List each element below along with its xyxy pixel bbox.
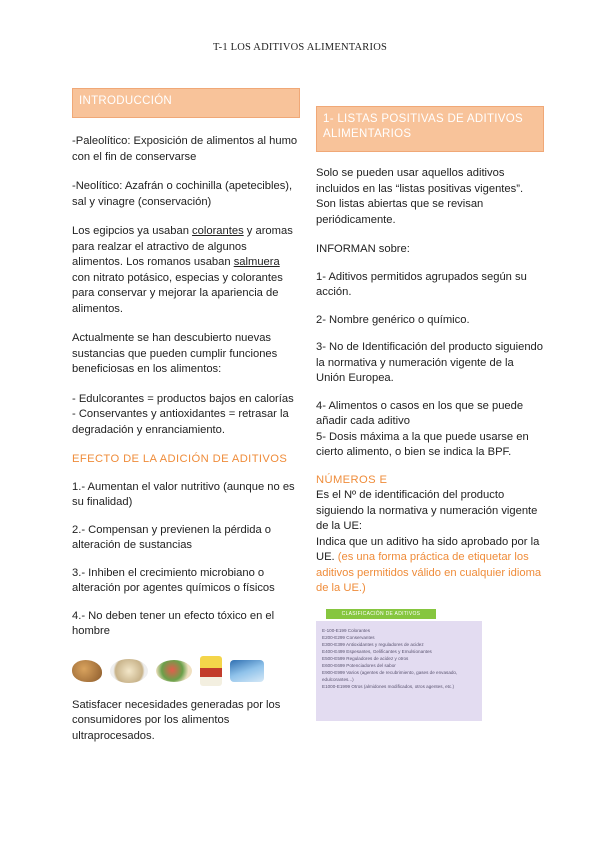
effect-1: 1.- Aumentan el valor nutritivo (aunque no es su finalidad): [72, 480, 295, 508]
right-column: [316, 106, 544, 721]
numeros-header: NÚMEROS E: [316, 473, 388, 486]
efecto-header: EFECTO DE LA ADICIÓN DE ADITIVOS: [72, 453, 288, 465]
numeros-orange-note: (es una forma práctica de etiquetar los aditivos permitidos válido en cualquier idioma de la UE.): [316, 551, 542, 594]
classification-row: E900-E999 Varios (agentes de recubrimiento, gases de envasado,: [322, 669, 458, 675]
classification-row: E400-E499 Espesantes, Gelificantes y Emulsionantes: [322, 648, 432, 654]
inform-2: 2- Nombre genérico o químico.: [316, 313, 470, 326]
inform-1: 1- Aditivos permitidos agrupados según su acción.: [316, 270, 527, 298]
egypt-romans-text: [72, 224, 300, 317]
egypt-text-2: y aromas para realzar el atractivo de algunos alimentos. Los romanos usaban: [72, 225, 293, 268]
prepared-dish-image: [156, 660, 192, 682]
paleolithic-text: -Paleolítico: Exposición de alimentos al humo con el fin de conservarse: [72, 135, 298, 163]
colorantes-link: colorantes: [192, 225, 244, 237]
classification-row: E500-E599 Reguladores de acidez y otros: [322, 655, 409, 661]
numeros-text-2: [316, 535, 544, 597]
effect-4: 4.- No deben tener un efecto tóxico en el hombre: [72, 609, 275, 637]
numeros-text-2a: Indica que un aditivo ha sido aprobado por la UE.: [316, 535, 540, 563]
inform-4: 4- Alimentos o casos en los que se puede añadir cada aditivo: [316, 399, 524, 427]
lists-header: 1- LISTAS POSITIVAS DE ADITIVOS ALIMENTARIOS: [316, 106, 544, 152]
edulcorantes-text: - Edulcorantes = productos bajos en calorías: [72, 392, 294, 405]
classification-row: E300-E399 Antioxidantes y reguladores de acidez: [322, 641, 424, 647]
solo-text: Solo se pueden usar aquellos aditivos incluidos en las “listas positivas vigentes”. Son listas abiertas que se revisan periódicamente.: [316, 167, 524, 226]
neolithic-text: -Neolítico: Azafrán o cochinilla (apetecibles), sal y vinagre (conservación): [72, 180, 293, 208]
actual-text: Actualmente se han descubierto nuevas sustancias que pueden cumplir funciones beneficiosas en los alimentos:: [72, 332, 278, 375]
inform-5: 5- Dosis máxima a la que puede usarse en cierto alimento, o bien se indica la BPF.: [316, 430, 529, 458]
salad-bowl-image: [110, 659, 148, 683]
additives-classification-image: [316, 609, 484, 721]
satisfacer-text: Satisfacer necesidades generadas por los consumidores por los alimentos ultraprocesados.: [72, 698, 281, 742]
egypt-text-3: con nitrato potásico, especias y colorantes para conservar y mejorar la apariencia de alimentos.: [72, 271, 283, 315]
effect-2: 2.- Compensan y previenen la pérdida o alteración de sustancias: [72, 523, 272, 551]
informan-text: INFORMAN sobre:: [316, 243, 410, 255]
page-title: T-1 LOS ADITIVOS ALIMENTARIOS: [212, 42, 388, 53]
classification-row: E600-E699 Potenciadores del sabor: [322, 662, 396, 668]
egypt-text-1: Los egipcios ya usaban: [72, 225, 193, 237]
numeros-text-1: Es el Nº de identificación del producto siguiendo la normativa y numeración vigente de la UE:: [316, 489, 538, 532]
left-column: [72, 88, 300, 744]
classification-row: E-100-E199 Colorantes: [322, 627, 371, 633]
classification-row: E1000-E1999 Otros (almidones modificados, otros agentes, etc.): [322, 683, 455, 689]
noodle-cup-image: [200, 656, 222, 686]
inform-3: 3- No de Identificación del producto siguiendo la normativa y numeración vigente de la Unión Europea.: [316, 341, 544, 384]
salmuera-link: salmuera: [233, 256, 280, 268]
intro-header: INTRODUCCIÓN: [72, 88, 300, 118]
packaged-food-image: [230, 660, 264, 682]
snack-bag-image: [72, 660, 102, 682]
effect-3: 3.- Inhiben el crecimiento microbiano o alteración por agentes químicos o físicos: [72, 566, 275, 594]
classification-row: E200-E299 Conservantes: [322, 634, 375, 640]
classification-title: CLASIFICACIÓN DE ADITIVOS: [326, 609, 436, 619]
classification-row: edulcorantes...): [322, 676, 354, 682]
processed-foods-images: [72, 654, 300, 688]
conservantes-text: - Conservantes y antioxidantes = retrasar la degradación y enranciamiento.: [72, 408, 289, 436]
classification-body: [316, 621, 482, 721]
